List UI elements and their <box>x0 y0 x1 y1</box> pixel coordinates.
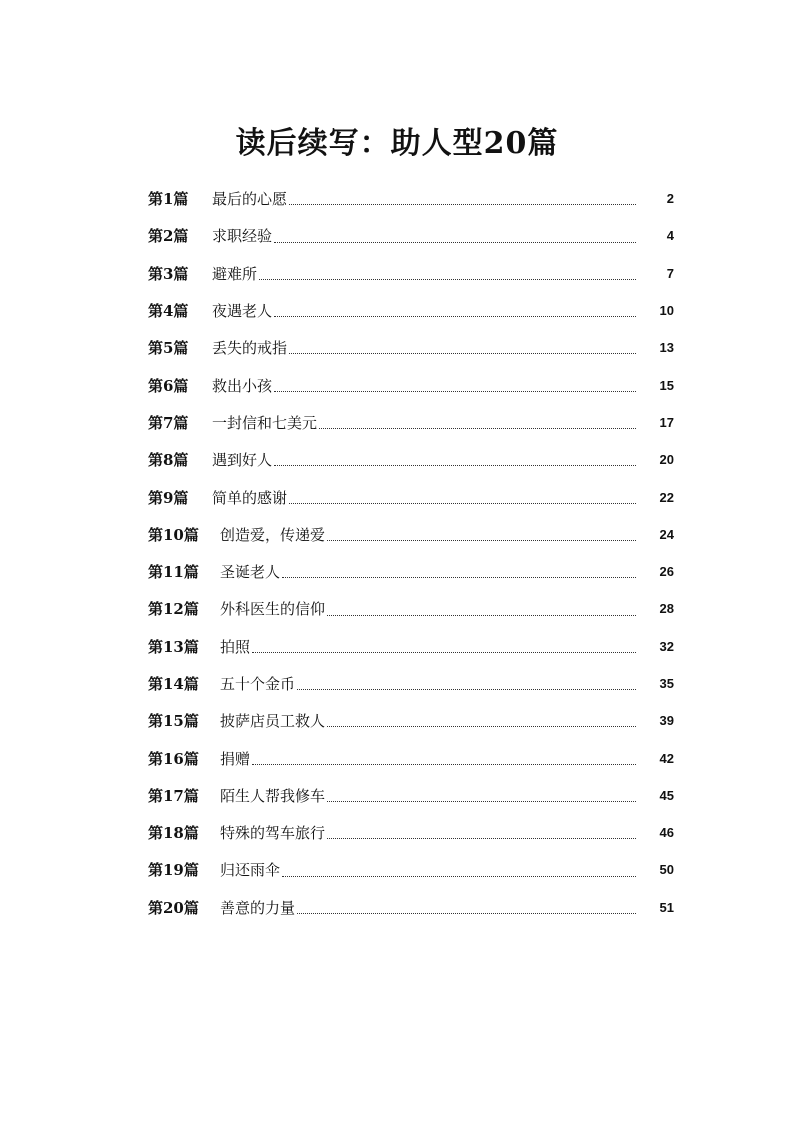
toc-dot-leader <box>327 540 636 541</box>
toc-entry-number: 第14篇 <box>148 675 199 693</box>
toc-dot-leader <box>274 242 636 243</box>
toc-entry-page: 24 <box>659 526 674 542</box>
toc-entry-page: 42 <box>659 750 674 766</box>
toc-dot-leader <box>319 428 636 429</box>
toc-entry-16[interactable] <box>148 739 674 776</box>
toc-entry-number: 第13篇 <box>148 637 199 656</box>
toc-dot-leader <box>289 204 636 205</box>
toc-dot-leader <box>282 876 636 877</box>
toc-entry-1[interactable] <box>148 180 674 217</box>
toc-entry-title: 最后的心愿 <box>212 190 288 209</box>
toc-entry-11[interactable] <box>148 553 674 590</box>
toc-entry-title: 一封信和七美元 <box>212 413 318 432</box>
toc-dot-leader <box>274 316 636 317</box>
toc-entry-number: 第4篇 <box>148 302 189 321</box>
toc-entry-number: 第19篇 <box>148 861 199 880</box>
toc-entry-title: 拍照 <box>220 637 251 656</box>
toc-dot-leader <box>289 503 636 504</box>
toc-entry-title: 特殊的驾车旅行 <box>220 824 326 843</box>
toc-entry-7[interactable] <box>148 404 674 441</box>
toc-entry-title: 遇到好人 <box>212 451 273 470</box>
toc-entry-number: 第18篇 <box>148 824 199 843</box>
toc-entry-page: 13 <box>659 340 674 356</box>
toc-entry-18[interactable] <box>148 814 674 851</box>
toc-entry-page: 17 <box>659 414 674 430</box>
toc-entry-13[interactable] <box>148 628 674 665</box>
toc-entry-5[interactable] <box>148 329 674 366</box>
toc-entry-number: 第2篇 <box>148 227 189 246</box>
toc-entry-17[interactable] <box>148 777 674 814</box>
toc-entry-number: 第1篇 <box>148 190 189 209</box>
toc-entry-title: 简单的感谢 <box>212 488 288 507</box>
toc-entry-8[interactable] <box>148 441 674 478</box>
toc-entry-20[interactable] <box>148 889 674 926</box>
toc-entry-page: 4 <box>666 228 674 244</box>
toc-entry-number: 第7篇 <box>148 413 189 432</box>
toc-dot-leader <box>259 279 636 280</box>
toc-entry-number: 第15篇 <box>148 712 199 731</box>
toc-dot-leader <box>327 726 636 727</box>
toc-entry-page: 39 <box>659 713 674 729</box>
toc-entry-title: 求职经验 <box>212 227 273 246</box>
toc-entry-title: 归还雨伞 <box>220 861 281 880</box>
toc-entry-number: 第6篇 <box>148 376 189 395</box>
toc-entry-number: 第8篇 <box>148 451 189 470</box>
toc-entry-number: 第20篇 <box>148 898 199 917</box>
toc-entry-page: 28 <box>659 601 674 617</box>
toc-entry-page: 7 <box>666 265 674 281</box>
toc-entry-title: 披萨店员工救人 <box>220 712 326 731</box>
toc-entry-title: 圣诞老人 <box>220 563 281 582</box>
toc-dot-leader <box>252 764 636 765</box>
toc-entry-page: 32 <box>659 638 674 654</box>
document-title: 读后续写：助人型20篇 <box>235 126 559 161</box>
toc-dot-leader <box>297 913 636 914</box>
toc-entry-2[interactable] <box>148 217 674 254</box>
toc-dot-leader <box>274 391 636 392</box>
toc-entry-page: 22 <box>659 489 674 505</box>
toc-entry-page: 35 <box>659 676 674 691</box>
toc-entry-page: 10 <box>659 303 674 319</box>
toc-entry-9[interactable] <box>148 478 674 515</box>
toc-entry-number: 第9篇 <box>148 488 189 507</box>
toc-entry-page: 51 <box>659 899 674 915</box>
toc-entry-title: 避难所 <box>212 264 258 283</box>
toc-entry-14[interactable] <box>148 665 674 702</box>
toc-entry-number: 第5篇 <box>148 339 189 358</box>
toc-entry-title: 五十个金币 <box>220 675 296 693</box>
toc-entry-number: 第11篇 <box>148 563 199 582</box>
toc-entry-page: 50 <box>659 862 674 878</box>
toc-entry-page: 26 <box>659 564 674 580</box>
toc-dot-leader <box>327 615 636 616</box>
toc-entry-title: 救出小孩 <box>212 376 273 395</box>
toc-entry-number: 第10篇 <box>148 525 199 544</box>
toc-dot-leader <box>282 577 636 578</box>
toc-entry-page: 2 <box>666 191 674 207</box>
toc-dot-leader <box>327 838 636 839</box>
toc-entry-page: 46 <box>659 825 674 841</box>
toc-entry-title: 陌生人帮我修车 <box>220 786 326 805</box>
toc-entry-page: 20 <box>659 452 674 468</box>
toc-dot-leader <box>252 652 636 653</box>
toc-entry-number: 第3篇 <box>148 264 189 283</box>
toc-entry-title: 夜遇老人 <box>212 302 273 321</box>
toc-entry-title: 捐赠 <box>220 749 251 768</box>
toc-entry-number: 第12篇 <box>148 600 199 619</box>
toc-entry-title: 丢失的戒指 <box>212 339 288 358</box>
toc-entry-10[interactable] <box>148 516 674 553</box>
toc-entry-page: 45 <box>659 787 674 803</box>
toc-entry-number: 第17篇 <box>148 786 199 805</box>
toc-entry-title: 创造爱，传递爱 <box>220 525 326 544</box>
toc-entry-15[interactable] <box>148 702 674 739</box>
toc-entry-number: 第16篇 <box>148 749 199 768</box>
toc-dot-leader <box>327 801 636 802</box>
toc-dot-leader <box>289 353 636 354</box>
toc-entry-page: 15 <box>659 377 674 393</box>
toc-entry-4[interactable] <box>148 292 674 329</box>
toc-dot-leader <box>297 689 636 690</box>
toc-entry-title: 外科医生的信仰 <box>220 600 326 619</box>
toc-entry-12[interactable] <box>148 590 674 627</box>
toc-entry-title: 善意的力量 <box>220 898 296 917</box>
toc-entry-3[interactable] <box>148 255 674 292</box>
toc-dot-leader <box>274 465 636 466</box>
toc-entry-19[interactable] <box>148 851 674 888</box>
toc-entry-6[interactable] <box>148 366 674 403</box>
table-of-contents <box>148 180 674 926</box>
